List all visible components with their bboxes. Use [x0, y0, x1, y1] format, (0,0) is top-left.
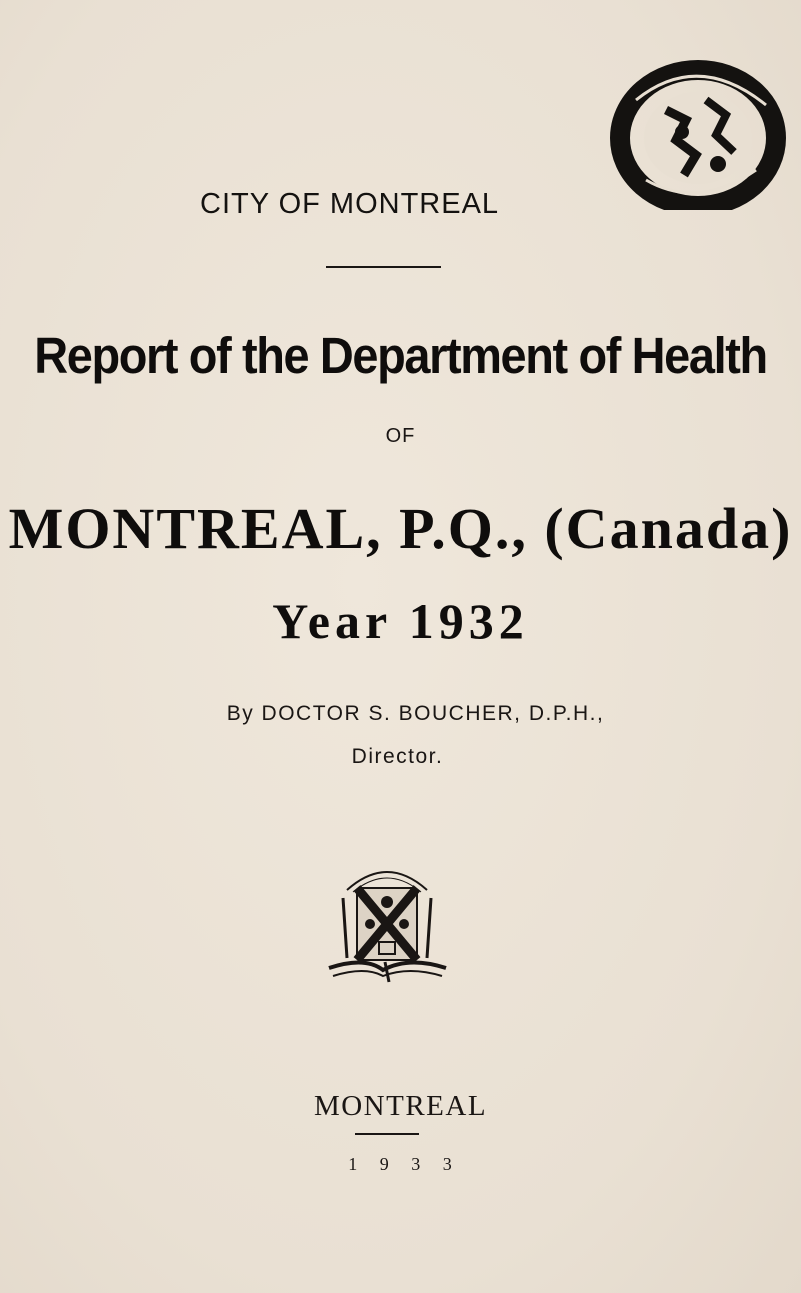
city-coat-of-arms-icon: [325, 858, 450, 988]
author-role: Director.: [351, 745, 444, 768]
place-heading: MONTREAL, P.Q., (Canada): [8, 496, 793, 561]
author-line: By DOCTOR S. BOUCHER, D.P.H.,: [226, 702, 605, 725]
title-divider: [326, 266, 441, 268]
imprint-place: MONTREAL: [313, 1090, 488, 1122]
imprint-divider: [355, 1133, 419, 1135]
report-title: Report of the Department of Health: [34, 327, 767, 384]
report-year: Year 1932: [272, 593, 529, 649]
title-of: OF: [385, 425, 416, 447]
city-heading: CITY OF MONTREAL: [200, 188, 500, 220]
imprint-year: 1 9 3 3: [348, 1154, 461, 1174]
